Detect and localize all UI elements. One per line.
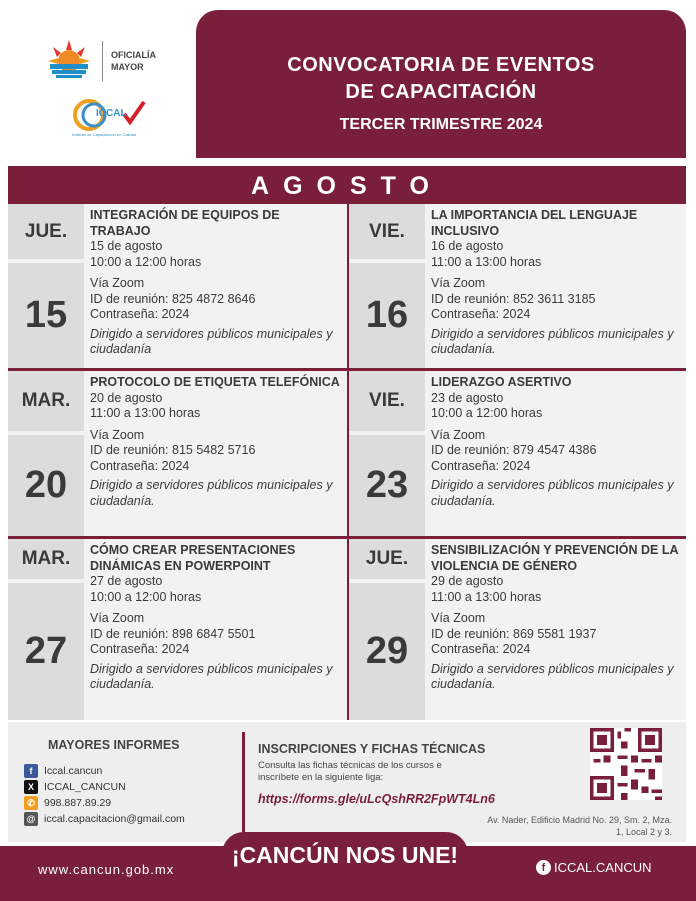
event-title: PROTOCOLO DE ETIQUETA TELEFÓNICA bbox=[90, 375, 340, 389]
event-day-number: 16 bbox=[349, 263, 425, 368]
title-line2: DE CAPACITACIÓN bbox=[345, 81, 537, 103]
facebook-icon: f bbox=[536, 860, 551, 875]
x-icon: X bbox=[24, 780, 38, 794]
event-time: 11:00 a 13:00 horas bbox=[90, 406, 201, 420]
title-line1: CONVOCATORIA DE EVENTOS bbox=[287, 54, 595, 76]
qr-code-icon[interactable] bbox=[590, 728, 662, 800]
contact-email[interactable] bbox=[24, 812, 185, 826]
event-time: 10:00 a 12:00 horas bbox=[90, 254, 202, 269]
event-day-number: 29 bbox=[349, 583, 425, 720]
event-weekday: VIE. bbox=[349, 371, 425, 431]
facebook-icon: f bbox=[24, 764, 38, 778]
event-platform: Vía Zoom bbox=[90, 611, 145, 625]
event-audience: Dirigido a servidores públicos municipales y ciudadanía. bbox=[431, 326, 674, 356]
event-day-number: 15 bbox=[8, 263, 84, 368]
event-card bbox=[8, 539, 347, 720]
org-line1: OFICIALÍA bbox=[111, 50, 156, 60]
event-card bbox=[349, 371, 688, 536]
event-date: 29 de agosto bbox=[431, 574, 504, 588]
event-password: Contraseña: 2024 bbox=[90, 307, 190, 321]
event-card bbox=[8, 371, 347, 536]
sun-logo-icon bbox=[44, 36, 94, 86]
event-audience: Dirigido a servidores públicos municipales y ciudadanía bbox=[90, 326, 333, 356]
event-meeting-id: ID de reunión: 852 3611 3185 bbox=[431, 291, 596, 306]
event-password: Contraseña: 2024 bbox=[90, 642, 190, 656]
event-meeting-id: ID de reunión: 869 5581 1937 bbox=[431, 626, 597, 641]
event-weekday: JUE. bbox=[349, 539, 425, 579]
website-link[interactable]: www.cancun.gob.mx bbox=[38, 862, 175, 877]
iccal-subtitle: Instituto de Capacitación en Calidad bbox=[72, 132, 137, 137]
contact-x[interactable] bbox=[24, 780, 126, 794]
contact-text: Iccal.cancun bbox=[44, 765, 103, 777]
org-line2: MAYOR bbox=[111, 62, 144, 72]
header bbox=[0, 0, 696, 160]
event-password: Contraseña: 2024 bbox=[431, 458, 531, 473]
address: Av. Nader, Edificio Madrid No. 29, Sm. 2, Mza. 1, Local 2 y 3. bbox=[487, 815, 672, 837]
event-date: 20 de agosto bbox=[90, 390, 163, 405]
event-title: INTEGRACIÓN DE EQUIPOS DE TRABAJO bbox=[90, 208, 280, 238]
event-time: 10:00 a 12:00 horas bbox=[90, 589, 202, 604]
more-info-title: MAYORES INFORMES bbox=[48, 738, 180, 752]
month-banner: AGOSTO bbox=[8, 166, 686, 204]
event-weekday: JUE. bbox=[8, 204, 84, 259]
events-grid bbox=[8, 204, 686, 720]
iccal-logo bbox=[72, 98, 152, 142]
event-card bbox=[349, 539, 688, 720]
event-day-number: 27 bbox=[8, 583, 84, 720]
event-audience: Dirigido a servidores públicos municipales y ciudadanía. bbox=[90, 661, 333, 691]
event-day-number: 20 bbox=[8, 435, 84, 536]
event-time: 11:00 a 13:00 horas bbox=[431, 589, 542, 604]
event-date: 15 de agosto bbox=[90, 239, 163, 253]
event-date: 27 de agosto bbox=[90, 574, 163, 588]
info-panel bbox=[8, 722, 686, 842]
event-meeting-id: ID de reunión: 879 4547 4386 bbox=[431, 443, 597, 457]
iccal-name: ICCAL bbox=[96, 108, 127, 119]
contact-text: 998.887.89.29 bbox=[44, 797, 112, 809]
event-password: Contraseña: 2024 bbox=[431, 307, 531, 321]
registration-description: Consulta las fichas técnicas de los cursos e inscríbete en la siguiente liga: bbox=[258, 760, 442, 783]
event-meeting-id: ID de reunión: 815 5482 5716 bbox=[90, 443, 256, 457]
title-box bbox=[196, 10, 686, 158]
event-title: SENSIBILIZACIÓN Y PREVENCIÓN DE LA VIOLENCIA DE GÉNERO bbox=[431, 543, 679, 573]
phone-icon: ✆ bbox=[24, 796, 38, 810]
event-date: 23 de agosto bbox=[431, 390, 504, 405]
event-audience: Dirigido a servidores públicos municipales y ciudadanía. bbox=[431, 478, 674, 508]
event-weekday: VIE. bbox=[349, 204, 425, 259]
event-time: 10:00 a 12:00 horas bbox=[431, 406, 543, 420]
contact-text: ICCAL_CANCUN bbox=[44, 781, 126, 793]
event-audience: Dirigido a servidores públicos municipales y ciudadanía. bbox=[431, 661, 674, 691]
oficialia-logo bbox=[44, 36, 164, 86]
registration-title: INSCRIPCIONES Y FICHAS TÉCNICAS bbox=[258, 742, 486, 756]
event-platform: Vía Zoom bbox=[431, 427, 486, 442]
event-card bbox=[349, 204, 688, 368]
event-date: 16 de agosto bbox=[431, 239, 504, 253]
info-divider bbox=[242, 732, 245, 832]
social-handle-text: ICCAL.CANCUN bbox=[554, 860, 652, 875]
event-day-number: 23 bbox=[349, 435, 425, 536]
event-title: LIDERAZGO ASERTIVO bbox=[431, 375, 572, 389]
event-title: LA IMPORTANCIA DEL LENGUAJE INCLUSIVO bbox=[431, 208, 638, 238]
event-meeting-id: ID de reunión: 825 4872 8646 bbox=[90, 291, 256, 306]
event-audience: Dirigido a servidores públicos municipales y ciudadanía. bbox=[90, 478, 333, 508]
registration-link[interactable]: https://forms.gle/uLcQshRR2FpWT4Ln6 bbox=[258, 792, 495, 806]
contact-text: iccal.capacitacion@gmail.com bbox=[44, 813, 185, 825]
event-platform: Vía Zoom bbox=[431, 611, 486, 625]
contact-facebook[interactable] bbox=[24, 764, 102, 778]
event-meeting-id: ID de reunión: 898 6847 5501 bbox=[90, 626, 256, 641]
email-icon: @ bbox=[24, 812, 38, 826]
event-password: Contraseña: 2024 bbox=[90, 458, 190, 473]
event-platform: Vía Zoom bbox=[90, 276, 145, 290]
event-weekday: MAR. bbox=[8, 371, 84, 431]
slogan: ¡CANCÚN NOS UNE! bbox=[231, 842, 459, 868]
event-title: CÓMO CREAR PRESENTACIONES DINÁMICAS EN POWERPOINT bbox=[90, 543, 296, 573]
event-time: 11:00 a 13:00 horas bbox=[431, 254, 542, 269]
event-card bbox=[8, 204, 347, 368]
event-platform: Vía Zoom bbox=[431, 276, 486, 290]
title-line3: TERCER TRIMESTRE 2024 bbox=[339, 116, 543, 133]
contact-phone[interactable] bbox=[24, 796, 111, 810]
event-password: Contraseña: 2024 bbox=[431, 642, 531, 656]
event-weekday: MAR. bbox=[8, 539, 84, 579]
social-handle[interactable] bbox=[536, 860, 652, 875]
event-platform: Vía Zoom bbox=[90, 427, 145, 442]
